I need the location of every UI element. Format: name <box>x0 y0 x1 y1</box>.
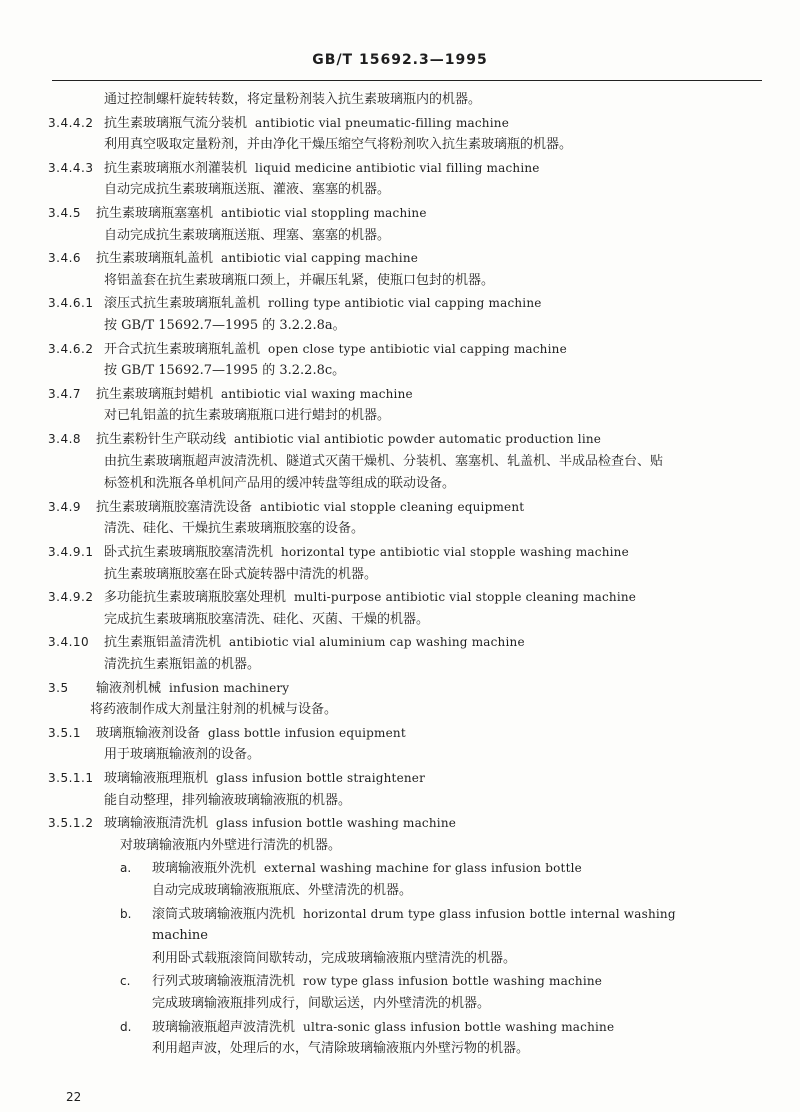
term-chinese: 滚压式抗生素玻璃瓶轧盖机 <box>104 296 261 312</box>
term-english: row type glass infusion bottle washing machine <box>303 974 603 989</box>
clause-number: 3.4.6 <box>48 251 82 266</box>
clause-term <box>104 813 456 834</box>
term-english: glass infusion bottle straightener <box>216 771 426 785</box>
clause-number: 3.4.6.2 <box>48 341 94 356</box>
term-english: antibiotic vial stoppling machine <box>221 206 427 220</box>
term-chinese: 抗生素瓶铝盖清洗机 <box>104 635 222 651</box>
definition-line: 清洗、硅化、干燥抗生素玻璃瓶胶塞的设备。 <box>104 521 365 537</box>
term-chinese: 抗生素粉针生产联动线 <box>96 432 227 447</box>
clause-number: 3.5.1.2 <box>48 816 94 831</box>
clause-number: 3.4.5 <box>48 206 82 220</box>
term-chinese: 滚筒式玻璃输液瓶内洗机 <box>152 906 296 922</box>
term-english: antibiotic vial antibiotic powder automatic production line <box>234 432 602 446</box>
term-chinese: 玻璃输液瓶超声波清洗机 <box>152 1019 296 1035</box>
clause-number: 3.4.4.2 <box>48 115 94 130</box>
term-chinese: 行列式玻璃输液瓶清洗机 <box>152 974 296 990</box>
definition-line: 按 GB/T 15692.7—1995 的 3.2.2.8c。 <box>104 363 346 379</box>
definition-line: 对已轧铝盖的抗生素玻璃瓶瓶口进行蜡封的机器。 <box>104 408 391 424</box>
clause-term <box>104 768 425 789</box>
term-english: glass bottle infusion equipment <box>208 725 406 740</box>
term-english: antibiotic vial pneumatic-filling machine <box>255 115 509 130</box>
sub-item-letter: b. <box>120 906 132 921</box>
term-english: external washing machine for glass infusion bottle <box>264 861 582 876</box>
term-english: horizontal drum type glass infusion bottle internal washing <box>303 906 676 921</box>
definition-line: machine <box>152 928 208 944</box>
definition-line: 抗生素玻璃瓶胶塞在卧式旋转器中清洗的机器。 <box>104 566 378 582</box>
term-english: infusion machinery <box>169 680 290 695</box>
clause-term <box>104 632 525 653</box>
term-chinese: 玻璃输液瓶理瓶机 <box>104 771 209 786</box>
definition-line: 标签机和洗瓶各单机间产品用的缓冲转盘等组成的联动设备。 <box>104 476 456 492</box>
term-english: glass infusion bottle washing machine <box>216 816 457 831</box>
definition-line: 利用超声波，处理后的水，气清除玻璃输液瓶内外壁污物的机器。 <box>152 1041 530 1057</box>
term-english: open close type antibiotic vial capping machine <box>268 341 567 356</box>
definition-line: 对玻璃输液瓶内外壁进行清洗的机器。 <box>120 837 342 853</box>
clause-number: 3.4.9.1 <box>48 545 94 559</box>
clause-term <box>96 248 418 269</box>
term-chinese: 卧式抗生素玻璃瓶胶塞清洗机 <box>104 545 274 560</box>
clause-term <box>96 429 601 450</box>
definition-line: 将药液制作成大剂量注射剂的机械与设备。 <box>90 702 338 718</box>
term-chinese: 抗生素玻璃瓶塞塞机 <box>96 206 214 221</box>
term-english: antibiotic vial aluminium cap washing machine <box>229 635 525 650</box>
term-chinese: 抗生素玻璃瓶胶塞清洗设备 <box>96 499 253 515</box>
term-chinese: 抗生素玻璃瓶水剂灌装机 <box>104 160 248 176</box>
term-english: antibiotic vial capping machine <box>221 251 419 266</box>
term-chinese: 输液剂机械 <box>96 680 162 696</box>
clause-term <box>96 384 413 405</box>
sub-item-letter: c. <box>120 974 131 989</box>
clause-number: 3.4.7 <box>48 386 82 401</box>
term-english: rolling type antibiotic vial capping machine <box>268 296 542 311</box>
page-number: 22 <box>66 1090 82 1104</box>
header-rule <box>52 80 762 81</box>
term-chinese: 玻璃输液瓶外洗机 <box>152 861 257 877</box>
clause-number: 3.4.6.1 <box>48 296 94 311</box>
clause-term <box>96 203 427 224</box>
clause-number: 3.4.9 <box>48 499 82 514</box>
clause-number: 3.5.1 <box>48 725 82 740</box>
definition-line: 能自动整理，排列输液玻璃输液瓶的机器。 <box>104 792 352 808</box>
clause-number: 3.4.9.2 <box>48 590 94 605</box>
clause-term <box>104 339 567 360</box>
definition-line: 完成玻璃输液瓶排列成行，间歇运送，内外壁清洗的机器。 <box>152 996 491 1011</box>
term-english: liquid medicine antibiotic vial filling machine <box>255 160 540 175</box>
definition-line: 自动完成抗生素玻璃瓶送瓶、灌液、塞塞的机器。 <box>104 182 391 198</box>
definition-line: 完成抗生素玻璃瓶胶塞清洗、硅化、灭菌、干燥的机器。 <box>104 611 430 627</box>
definition-line: 利用卧式载瓶滚筒间歇转动，完成玻璃输液瓶内壁清洗的机器。 <box>152 950 517 966</box>
term-english: antibiotic vial waxing machine <box>221 386 413 401</box>
sub-item-term <box>152 971 602 992</box>
definition-line: 自动完成玻璃输液瓶瓶底、外壁清洗的机器。 <box>152 883 413 898</box>
clause-term <box>104 542 629 563</box>
term-chinese: 抗生素玻璃瓶气流分装机 <box>104 115 248 131</box>
sub-item-letter: d. <box>120 1019 132 1034</box>
term-chinese: 多功能抗生素玻璃瓶胶塞处理机 <box>104 590 287 606</box>
definition-line: 自动完成抗生素玻璃瓶送瓶、理塞、塞塞的机器。 <box>104 227 391 243</box>
definition-line: 用于玻璃瓶输液剂的设备。 <box>104 747 261 763</box>
sub-item-term <box>152 1017 614 1038</box>
term-chinese: 玻璃输液瓶清洗机 <box>104 816 209 832</box>
term-english: horizontal type antibiotic vial stopple washing machine <box>281 545 629 559</box>
clause-number: 3.5 <box>48 680 69 695</box>
clause-term <box>96 678 289 699</box>
term-chinese: 开合式抗生素玻璃瓶轧盖机 <box>104 341 261 357</box>
term-english: multi-purpose antibiotic vial stopple cleaning machine <box>294 590 637 605</box>
term-chinese: 抗生素玻璃瓶封蜡机 <box>96 386 214 402</box>
term-english: antibiotic vial stopple cleaning equipment <box>260 499 525 514</box>
definition-line: 通过控制螺杆旋转转数，将定量粉剂装入抗生素玻璃瓶内的机器。 <box>104 92 482 107</box>
sub-item-term <box>152 904 676 925</box>
definition-line: 清洗抗生素瓶铝盖的机器。 <box>104 657 261 672</box>
definition-line: 按 GB/T 15692.7—1995 的 3.2.2.8a。 <box>104 318 346 333</box>
clause-number: 3.4.10 <box>48 635 90 650</box>
clause-term <box>104 587 636 608</box>
clause-number: 3.4.8 <box>48 432 82 446</box>
clause-term <box>104 113 509 134</box>
clause-number: 3.5.1.1 <box>48 771 94 785</box>
term-english: ultra-sonic glass infusion bottle washing machine <box>303 1019 615 1034</box>
sub-item-term <box>152 858 582 879</box>
clause-term <box>104 293 542 314</box>
clause-number: 3.4.4.3 <box>48 160 94 175</box>
definition-line: 将铝盖套在抗生素玻璃瓶口颈上，并碾压轧紧，使瓶口包封的机器。 <box>104 272 495 288</box>
definition-line: 利用真空吸取定量粉剂，并由净化干燥压缩空气将粉剂吹入抗生素玻璃瓶的机器。 <box>104 137 573 153</box>
definition-line: 由抗生素玻璃瓶超声波清洗机、隧道式灭菌干燥机、分装机、塞塞机、轧盖机、半成品检查台、贴 <box>104 453 664 469</box>
standard-header: GB/T 15692.3—1995 <box>312 52 488 68</box>
term-chinese: 抗生素玻璃瓶轧盖机 <box>96 251 214 267</box>
clause-term <box>96 497 524 518</box>
term-chinese: 玻璃瓶输液剂设备 <box>96 725 201 741</box>
clause-term <box>96 723 406 744</box>
sub-item-letter: a. <box>120 861 132 876</box>
clause-term <box>104 158 540 179</box>
